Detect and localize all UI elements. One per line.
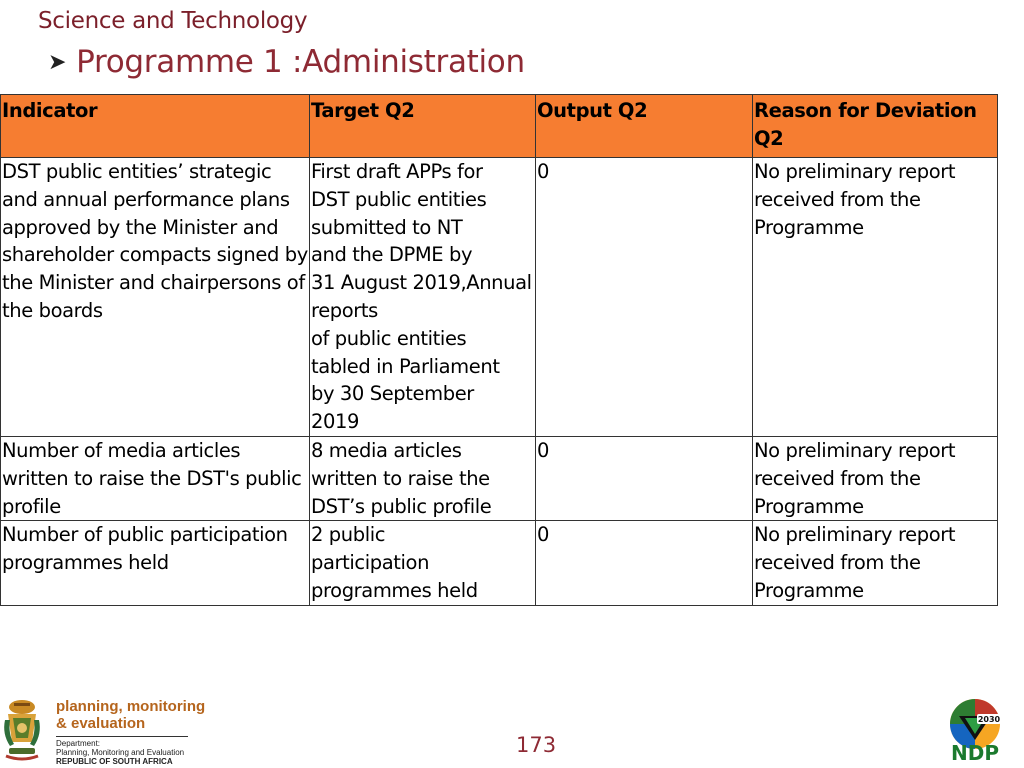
column-header-indicator: Indicator <box>1 95 310 158</box>
pme-line1: planning, monitoring <box>56 698 206 715</box>
target-line: 2019 <box>311 410 360 434</box>
target-cell <box>310 437 536 521</box>
target-line: DST’s public profile <box>311 494 492 518</box>
table-header-row <box>1 95 998 158</box>
target-line: tabled in Parliament <box>311 354 500 378</box>
target-line: reports <box>311 298 378 322</box>
table-row <box>1 437 998 521</box>
pme-country-wrap <box>56 757 205 766</box>
pme-dept-name: Planning, Monitoring and Evaluation <box>56 748 185 757</box>
pme-divider <box>56 736 188 737</box>
programme-title-text: Programme 1 :Administration <box>76 44 525 80</box>
target-line: by 30 September <box>311 382 474 406</box>
output-cell: 0 <box>536 437 753 521</box>
target-line: DST public entities <box>311 187 487 211</box>
column-header-target: Target Q2 <box>310 95 536 158</box>
target-line: 31 August 2019,Annual <box>311 271 532 295</box>
target-line: 2 public <box>311 523 386 547</box>
reason-cell <box>753 437 998 521</box>
column-header-output: Output Q2 <box>536 95 753 158</box>
reason-cell <box>753 521 998 605</box>
ndp-text: NDP <box>951 741 999 764</box>
indicator-text: DST public entities’ strategic and annual performance plans approved by the Minister and shareholder compacts signed by the Minister and chairpersons of the boards <box>2 160 308 322</box>
table-row <box>1 158 998 437</box>
page-number: 173 <box>516 733 557 757</box>
programme-title <box>48 44 525 80</box>
target-line: 8 media articles <box>311 439 462 462</box>
indicator-cell <box>1 437 310 521</box>
reason-cell <box>753 158 998 437</box>
pme-line2: & evaluation <box>56 715 146 732</box>
target-line: written to raise the <box>311 466 490 490</box>
target-cell <box>310 158 536 437</box>
target-line: First draft APPs for <box>311 160 483 183</box>
indicator-text: Number of public participation programmes held <box>2 523 288 575</box>
table-row <box>1 521 998 605</box>
performance-table <box>0 94 998 606</box>
indicator-cell <box>1 521 310 605</box>
department-title: Science and Technology <box>38 8 308 34</box>
target-cell <box>310 521 536 605</box>
arrow-bullet-icon: ➤ <box>48 49 67 75</box>
pme-logo-text <box>56 698 205 766</box>
coat-of-arms-icon <box>2 698 42 762</box>
ndp-year: 2030 <box>977 715 1001 724</box>
reason-text: No preliminary report received from the Programme <box>754 523 956 602</box>
reason-text: No preliminary report received from the Programme <box>754 160 956 239</box>
ndp-logo-icon <box>945 696 1005 764</box>
pme-country: REPUBLIC OF SOUTH AFRICA <box>56 757 173 766</box>
target-line: of public entities <box>311 326 467 350</box>
target-line: submitted to NT <box>311 215 463 239</box>
indicator-text: Number of media articles written to raise the DST's public profile <box>2 439 302 518</box>
column-header-reason: Reason for Deviation Q2 <box>753 95 998 158</box>
target-line: participation <box>311 551 430 575</box>
output-cell: 0 <box>536 158 753 437</box>
target-line: programmes held <box>311 578 478 602</box>
reason-text: No preliminary report received from the Programme <box>754 439 956 518</box>
indicator-cell <box>1 158 310 437</box>
target-line: and the DPME by <box>311 243 473 267</box>
output-cell: 0 <box>536 521 753 605</box>
pme-dept-label: Department: <box>56 739 101 748</box>
pme-logo <box>2 698 205 766</box>
